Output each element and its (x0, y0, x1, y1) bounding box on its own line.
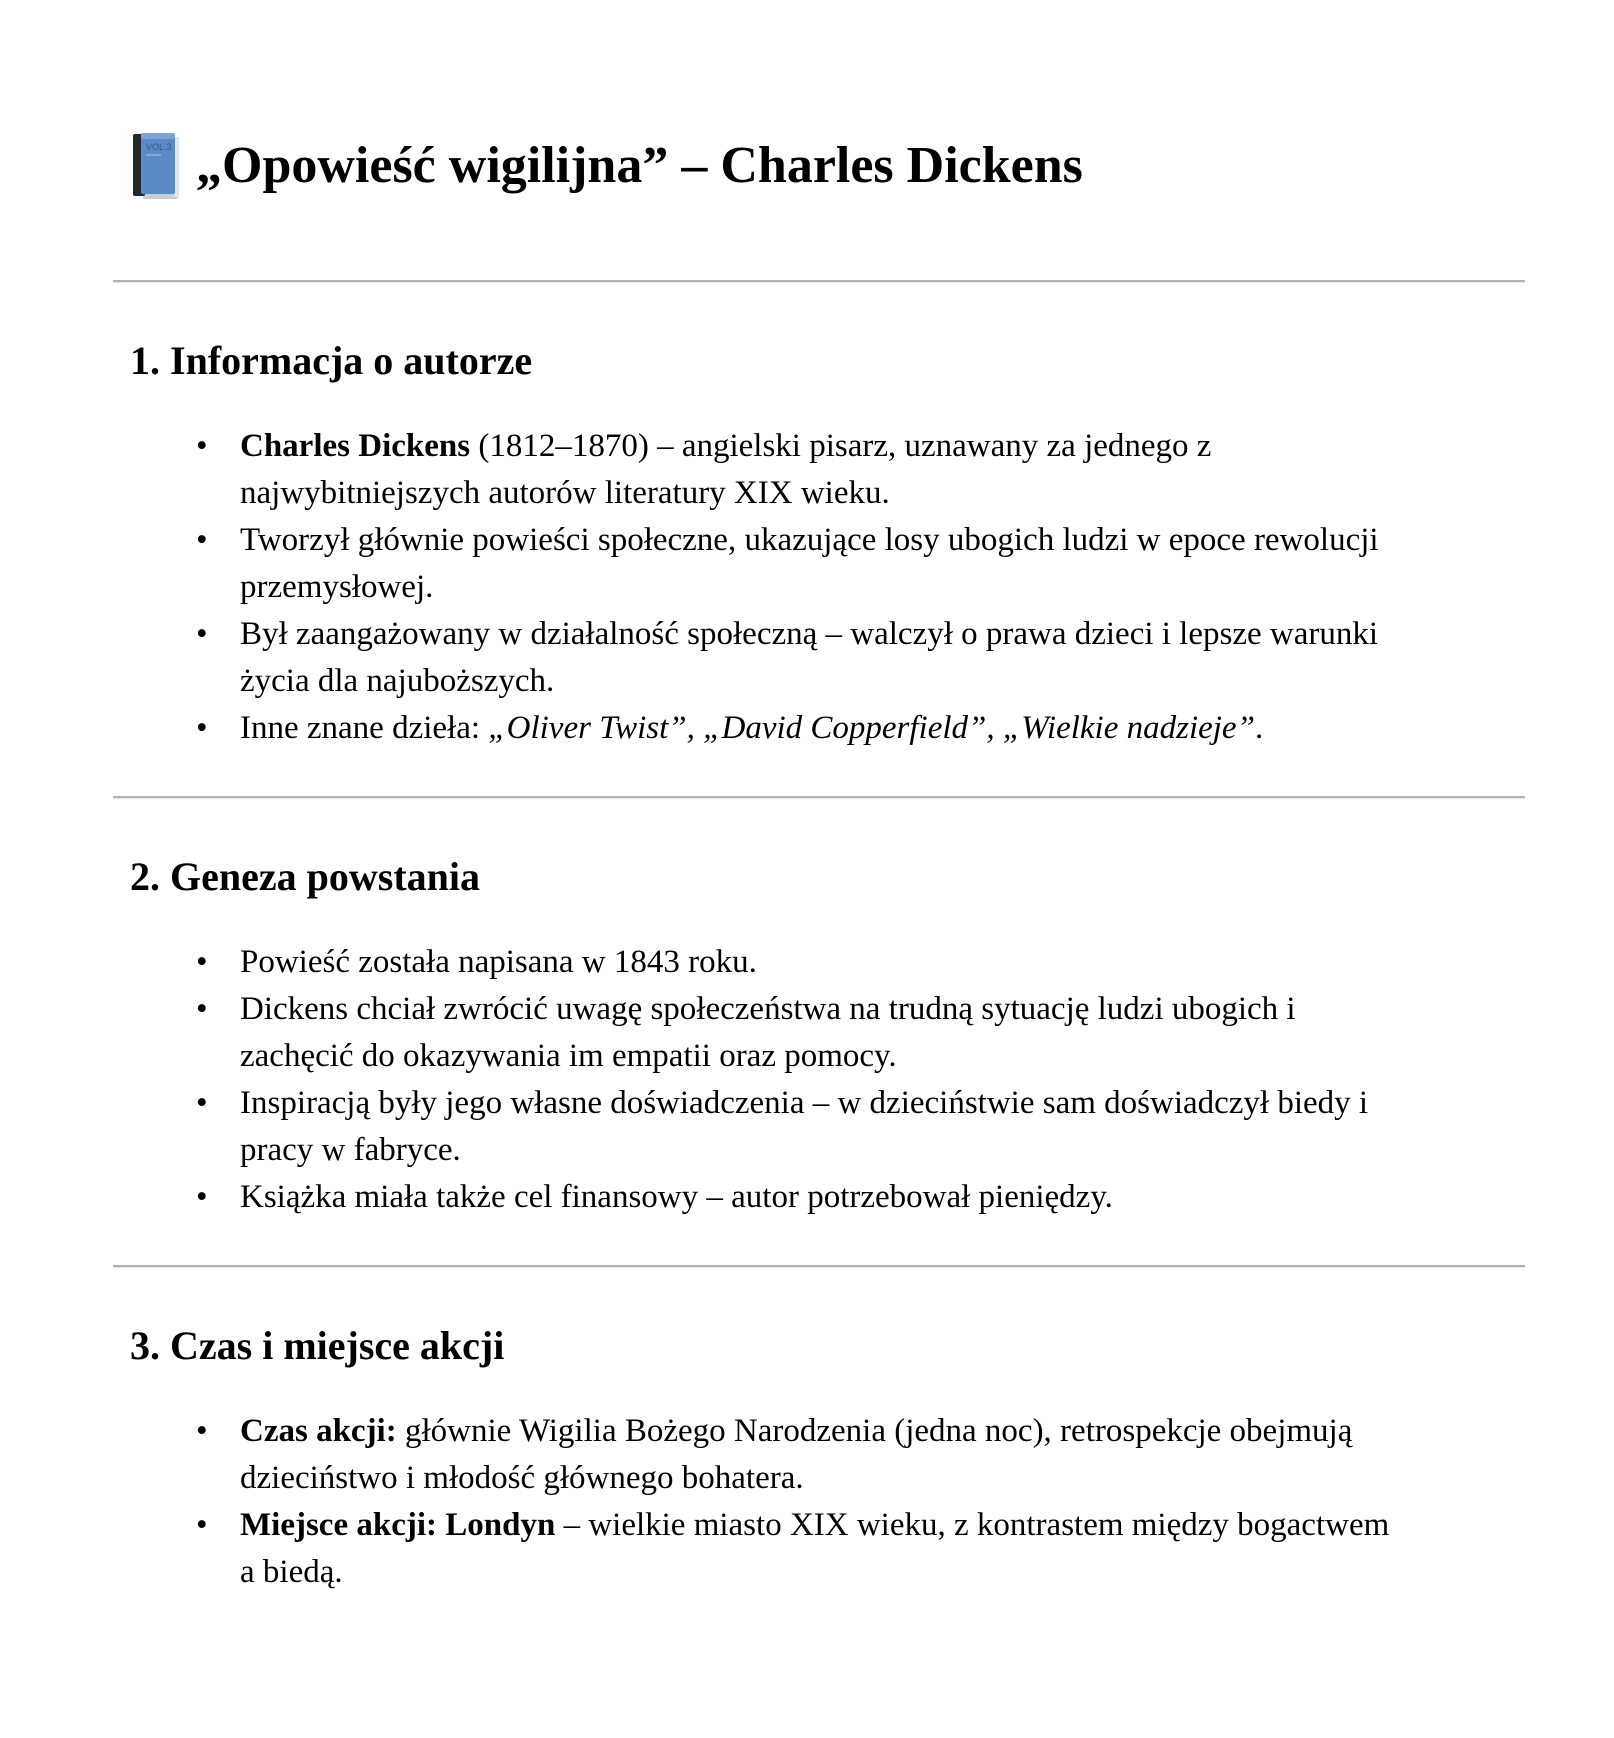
bullet-list (130, 423, 1534, 752)
bullet-item (240, 611, 1534, 705)
text-segment: Tworzył głównie powieści społeczne, ukazujące losy ubogich ludzi w epoce rewolucji (240, 522, 1379, 558)
bullet-line (240, 517, 1534, 564)
section-divider (113, 1265, 1525, 1268)
bullet-item (240, 1502, 1534, 1596)
bullet-list (130, 939, 1534, 1221)
bullet-item (240, 517, 1534, 611)
text-segment: – wielkie miasto XIX wieku, z kontrastem między bogactwem (555, 1507, 1390, 1543)
section-heading: 1. Informacja o autorze (130, 338, 533, 383)
text-segment: „Oliver Twist”, „David Copperfield”, „Wielkie nadzieje” (488, 710, 1255, 746)
section-divider (113, 796, 1525, 799)
text-segment: (1812–1870) – angielski pisarz, uznawany za jednego z (470, 428, 1212, 464)
text-segment: Był zaangażowany w działalność społeczną – walczył o prawa dzieci i lepsze warunki (240, 616, 1379, 652)
book-icon-label: VOL.3 (146, 142, 172, 152)
text-segment: Charles Dickens (240, 428, 471, 464)
text-segment: zachęcić do okazywania im empatii oraz pomocy. (240, 1038, 897, 1074)
bullet-item (240, 1174, 1534, 1221)
bullet-item (240, 1080, 1534, 1174)
text-segment: a biedą. (240, 1554, 343, 1590)
bullet-line (240, 1033, 1534, 1080)
text-segment: przemysłowej. (240, 569, 434, 605)
blue-book-icon (130, 131, 180, 201)
bullet-line (240, 1502, 1534, 1549)
text-segment: pracy w fabryce. (240, 1132, 461, 1168)
text-segment: dzieciństwo i młodość głównego bohatera. (240, 1460, 804, 1496)
document-page (0, 130, 1614, 1596)
bullet-item (240, 986, 1534, 1080)
text-segment: . (1254, 710, 1264, 746)
bullet-line (240, 1455, 1534, 1502)
bullet-line (240, 939, 1534, 986)
bullet-line (240, 1549, 1534, 1596)
bullet-list (130, 1408, 1534, 1596)
document-title-row (130, 130, 1534, 202)
bullet-line (240, 423, 1534, 470)
section-heading: 2. Geneza powstania (130, 854, 480, 899)
text-segment: najwybitniejszych autorów literatury XIX wieku. (240, 475, 890, 511)
text-segment: głównie Wigilia Bożego Narodzenia (jedna noc), retrospekcje obejmują (396, 1413, 1353, 1449)
text-segment: Inne znane dzieła: (240, 710, 489, 746)
section-2 (130, 796, 1534, 1221)
section-divider (113, 280, 1525, 283)
text-segment: Książka miała także cel finansowy – autor potrzebował pieniędzy. (240, 1179, 1113, 1215)
bullet-line (240, 705, 1534, 752)
bullet-item (240, 939, 1534, 986)
bullet-line (240, 1127, 1534, 1174)
bullet-line (240, 564, 1534, 611)
bullet-line (240, 986, 1534, 1033)
bullet-line (240, 1080, 1534, 1127)
text-segment: Dickens chciał zwrócić uwagę społeczeństwa na trudną sytuację ludzi ubogich i (240, 991, 1296, 1027)
text-segment: życia dla najuboższych. (240, 663, 555, 699)
text-segment: Powieść została napisana w 1843 roku. (240, 944, 757, 980)
page-title: „Opowieść wigilijna” – Charles Dickens (196, 137, 1083, 194)
section-heading: 3. Czas i miejsce akcji (130, 1323, 505, 1368)
bullet-line (240, 611, 1534, 658)
bullet-item (240, 705, 1534, 752)
sections (130, 280, 1534, 1596)
bullet-line (240, 470, 1534, 517)
text-segment: Miejsce akcji: Londyn (240, 1507, 556, 1543)
bullet-line (240, 1174, 1534, 1221)
section-1 (130, 280, 1534, 752)
bullet-item (240, 423, 1534, 517)
bullet-item (240, 1408, 1534, 1502)
text-segment: Inspiracją były jego własne doświadczenia – w dzieciństwie sam doświadczył biedy i (240, 1085, 1369, 1121)
section-3 (130, 1265, 1534, 1596)
text-segment: Czas akcji: (240, 1413, 397, 1449)
bullet-line (240, 1408, 1534, 1455)
bullet-line (240, 658, 1534, 705)
